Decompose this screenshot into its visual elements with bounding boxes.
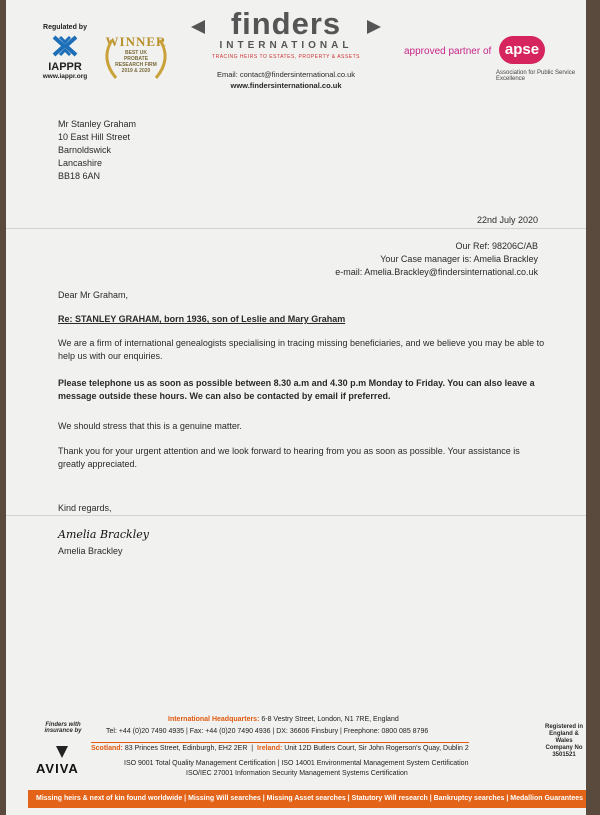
iappr-label: IAPPR — [48, 61, 82, 73]
paragraph-contact: Please telephone us as soon as possible between 8.30 a.m and 4.30 p.m Monday to Friday. You can also leave a message outside these hours. We can also be contacted by email if preferred. — [58, 378, 535, 401]
aviva-logo-icon — [54, 744, 70, 760]
arrow-left-icon — [191, 20, 205, 34]
iso-line-1: ISO 9001 Total Quality Management Certification | ISO 14001 Environmental Management System Certification — [124, 760, 469, 767]
manager-email: e-mail: Amelia.Brackley@findersinternational.co.uk — [335, 267, 538, 277]
subject-line: Re: STANLEY GRAHAM, born 1936, son of Leslie and Mary Graham — [58, 314, 346, 324]
iappr-badge — [30, 24, 100, 80]
case-manager: Your Case manager is: Amelia Brackley — [380, 254, 538, 264]
brand-tagline: TRACING HEIRS TO ESTATES, PROPERTY & ASSETS — [212, 54, 360, 60]
arrow-right-icon — [367, 20, 381, 34]
apse-description: Association for Public Service Excellence — [496, 70, 576, 82]
winner-award — [98, 34, 174, 84]
signature: Amelia Brackley — [58, 528, 149, 541]
letter-page — [6, 0, 586, 815]
brand-sub: INTERNATIONAL — [219, 40, 353, 51]
phone-line: Tel: +44 (0)20 7490 4935 | Fax: +44 (0)20 7490 4936 | DX: 36606 Finsbury | Freephone: 0800 085 8796 — [106, 728, 429, 735]
fold-line — [6, 228, 586, 229]
iso-line-2: ISO/IEC 27001 Information Security Management Systems Certification — [186, 770, 408, 777]
closing: Kind regards, — [58, 503, 112, 513]
paragraph-thanks: Thank you for your urgent attention and we look forward to hearing from you as soon as possible. Your assistance is greatly appreciated. — [58, 446, 520, 469]
registration-note: Registered in England & Wales Company No 3501521 — [544, 724, 583, 758]
scotland-label: Scotland: — [91, 745, 123, 752]
branch-line: Scotland: 83 Princes Street, Edinburgh, EH2 2ER | Ireland: Unit 12D Butlers Court, Sir John Rogerson's Quay, Dublin 2 — [91, 742, 469, 752]
insurance-note: Finders with insurance by — [44, 722, 82, 734]
apse-logo: apse — [499, 36, 545, 64]
ireland-label: Ireland: — [257, 745, 283, 752]
iappr-logo-icon — [50, 33, 80, 59]
services-banner: Missing heirs & next of kin found worldwide | Missing Will searches | Missing Asset searches | Statutory Will research | Bankruptcy searches | Medallion Guarantees — [28, 790, 586, 808]
address-line: Mr Stanley Graham — [58, 119, 137, 129]
signer-name: Amelia Brackley — [58, 546, 123, 556]
address-line: BB18 6AN — [58, 171, 101, 181]
address-line: Lancashire — [58, 158, 103, 168]
recipient-address — [58, 118, 136, 183]
winner-label: WINNER — [105, 34, 167, 49]
regulated-by-label: Regulated by — [43, 24, 87, 31]
salutation: Dear Mr Graham, — [58, 290, 129, 300]
brand-name: finders — [230, 6, 342, 41]
approved-partner-label: approved partner of — [404, 46, 492, 57]
aviva-logo: AVIVA — [36, 761, 79, 776]
iappr-site: www.iappr.org — [42, 73, 88, 80]
finders-logo — [191, 8, 381, 90]
contact-email: Email: contact@findersinternational.co.uk — [216, 70, 356, 79]
scotland-address: 83 Princes Street, Edinburgh, EH2 2ER — [124, 745, 248, 752]
contact-website: www.findersinternational.co.uk — [230, 81, 342, 90]
paragraph-genuine: We should stress that this is a genuine matter. — [58, 421, 242, 431]
address-line: 10 East Hill Street — [58, 132, 131, 142]
address-line: Barnoldswick — [58, 145, 112, 155]
winner-text: BEST UK PROBATE RESEARCH FIRM 2019 & 2020 — [115, 50, 157, 74]
fold-line — [6, 515, 586, 516]
paragraph-intro: We are a firm of international genealogists specialising in tracing missing beneficiaries, and we believe you may be able to help us with our enquiries. — [58, 338, 545, 361]
letter-date: 22nd July 2020 — [476, 215, 538, 225]
hq-line — [168, 716, 399, 723]
hq-address: 6-8 Vestry Street, London, N1 7RE, England — [261, 716, 399, 723]
hq-label: International Headquarters: — [168, 716, 260, 723]
our-reference: Our Ref: 98206C/AB — [455, 241, 538, 251]
ireland-address: Unit 12D Butlers Court, Sir John Rogerson's Quay, Dublin 2 — [284, 745, 469, 752]
